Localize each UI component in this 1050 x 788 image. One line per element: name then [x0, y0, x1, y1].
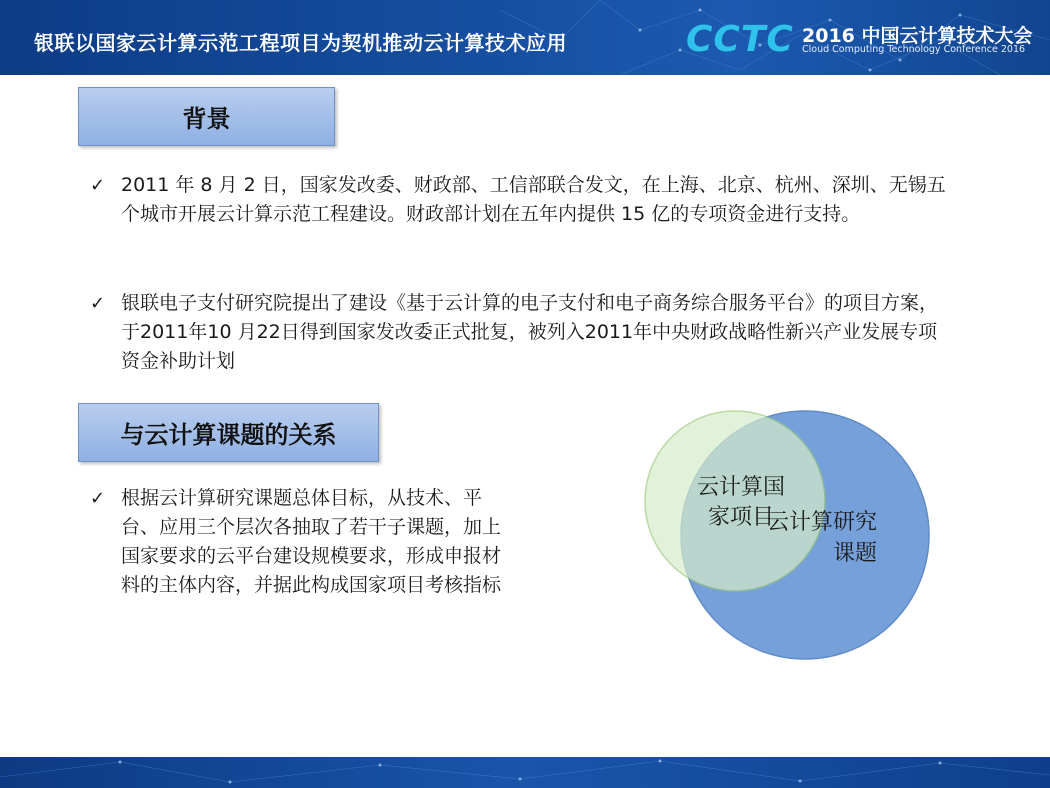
bullet-item [90, 484, 516, 600]
venn-label-national-line2: 家项目 [707, 505, 775, 530]
section-heading-relation: 与云计算课题的关系 [78, 403, 379, 462]
venn-label-national-line1: 云计算国 [696, 475, 786, 500]
slide-header [0, 0, 1050, 75]
checkmark-icon: ✓ [90, 175, 106, 196]
venn-circle-national [645, 411, 825, 591]
section-heading-background: 背景 [78, 87, 335, 146]
venn-label-research-line2: 课题 [832, 541, 877, 566]
conference-subtitle: Cloud Computing Technology Conference 2016 [802, 44, 1026, 55]
bullet-item [90, 171, 951, 229]
footer-network-pattern [0, 757, 1050, 788]
venn-diagram [640, 405, 940, 660]
conference-title: 2016 中国云计算技术大会 [802, 25, 1033, 47]
checkmark-icon: ✓ [90, 293, 106, 314]
slide-footer [0, 757, 1050, 788]
bullet-text: 银联电子支付研究院提出了建设《基于云计算的电子支付和电子商务综合服务平台》的项目方案，于2011年10 月22日得到国家发改委正式批复，被列入2011年中央财政战略性新兴产业发展专项资金补助计划 [121, 292, 939, 372]
checkmark-icon: ✓ [90, 488, 106, 509]
bullet-item [90, 289, 951, 376]
cctc-logo: CCTC [686, 19, 794, 60]
bullet-text: 2011 年 8 月 2 日，国家发改委、财政部、工信部联合发文，在上海、北京、杭州、深圳、无锡五个城市开展云计算示范工程建设。财政部计划在五年内提供 15 亿的专项资金进行支持。 [121, 174, 946, 225]
venn-label-research-line1: 云计算研究 [766, 510, 877, 535]
slide-title: 银联以国家云计算示范工程项目为契机推动云计算技术应用 [34, 31, 567, 55]
bullet-text: 根据云计算研究课题总体目标，从技术、平台、应用三个层次各抽取了若干子课题，加上国家要求的云平台建设规模要求，形成申报材料的主体内容，并据此构成国家项目考核指标 [121, 487, 502, 596]
